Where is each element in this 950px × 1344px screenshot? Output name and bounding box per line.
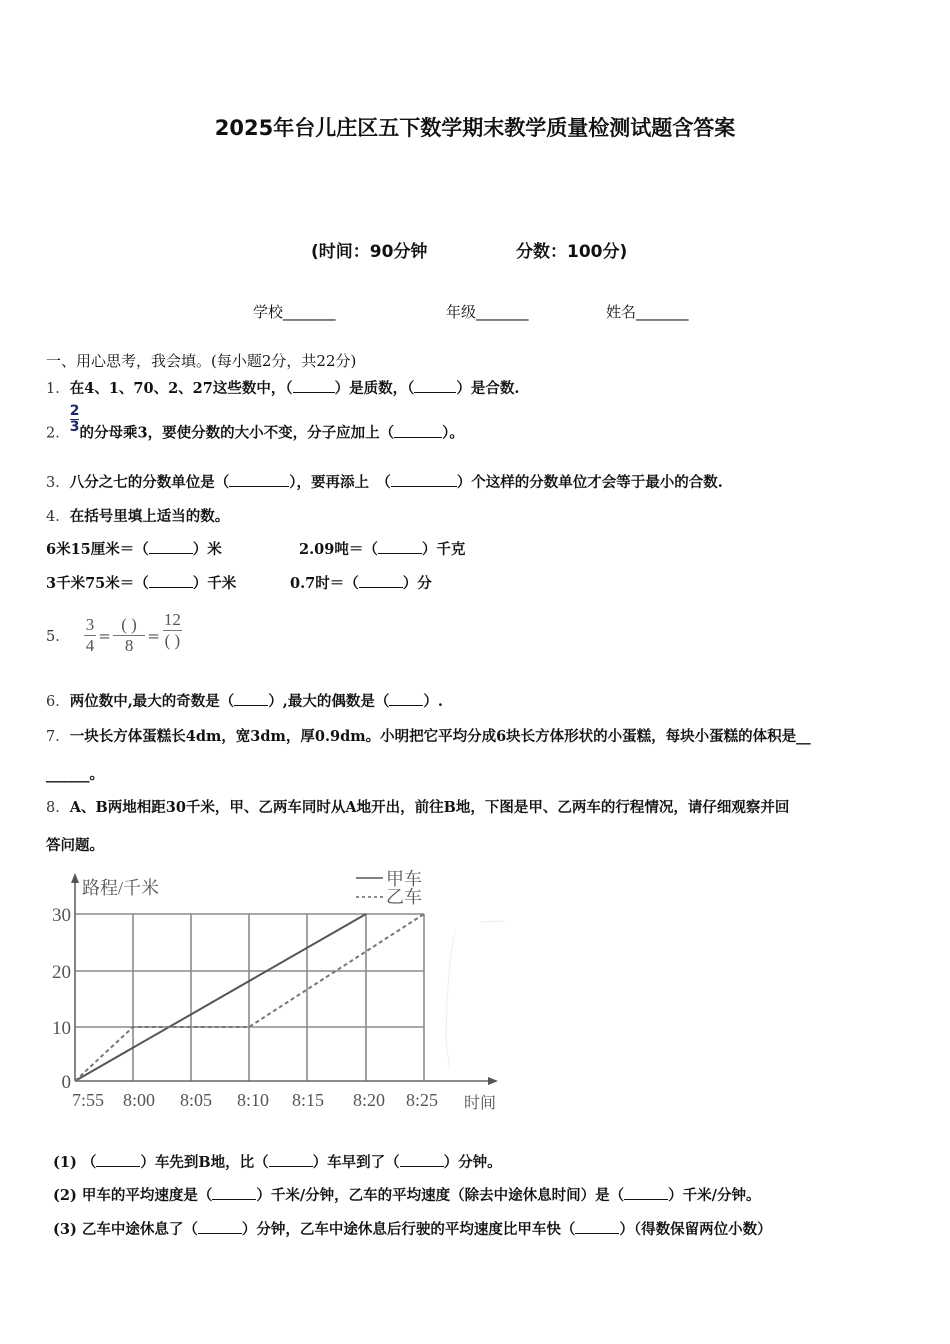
question-text: ）千米 (192, 575, 237, 592)
question-number: 6． (46, 694, 70, 710)
question-text: 两位数中,最大的奇数是（ (69, 693, 235, 710)
answer-blank[interactable]: ______。 (46, 766, 104, 783)
question-text: A、B两地相距30千米，甲、乙两车同时从A地开出，前往B地，下图是甲、乙两车的行程情况，请仔细观察并回 (69, 799, 790, 816)
question-text: ）千克 (421, 541, 466, 558)
question-text: 3千米75米＝（ (46, 575, 149, 592)
question-text: ）是质数，（ (334, 380, 415, 397)
question-text: ）分 (402, 575, 432, 592)
question-number: 1． (46, 381, 70, 397)
question-text: 在括号里填上适当的数。 (69, 508, 230, 525)
question-text: (3) 乙车中途休息了（ (53, 1221, 198, 1238)
equals-sign: = (147, 626, 160, 645)
y-tick: 0 (61, 1072, 71, 1093)
x-tick: 8:00 (122, 1090, 156, 1110)
question-8-continuation: 答问题。 (46, 837, 104, 854)
x-tick: 8:25 (405, 1090, 439, 1110)
answer-blank[interactable] (198, 1220, 242, 1234)
question-text: ）车先到B地，比（ (140, 1154, 269, 1171)
chart-legend (356, 869, 422, 907)
answer-blank[interactable] (212, 1186, 256, 1200)
question-8-part-3 (53, 1218, 772, 1239)
x-axis-label: 时间 (464, 1095, 497, 1112)
section-heading: 一、用心思考，我会填。(每小题2分，共22分) (46, 352, 357, 370)
series-car-jia-line (75, 914, 366, 1081)
fraction-denominator: 3 (69, 419, 80, 435)
y-axis-label: 路程/千米 (82, 878, 160, 898)
fraction-denominator[interactable]: ( ) (164, 631, 181, 650)
question-text: ）个这样的分数单位才会等于最小的合数. (456, 474, 723, 491)
question-text: (2) 甲车的平均速度是（ (53, 1187, 213, 1204)
question-8-part-1 (53, 1151, 502, 1172)
question-text: ）分钟。 (443, 1154, 502, 1171)
y-tick: 30 (52, 905, 71, 926)
x-tick: 8:20 (352, 1090, 386, 1110)
y-tick: 10 (52, 1018, 71, 1039)
question-text: ）（得数保留两位小数） (619, 1221, 772, 1238)
question-text: ），要再添上 （ (289, 474, 391, 491)
question-number: 8． (46, 800, 70, 816)
question-number: 5． (46, 629, 70, 645)
name-label: 姓名 (606, 303, 637, 321)
question-number: 3． (46, 475, 70, 491)
question-number: 4． (46, 509, 70, 525)
grade-blank: _______ (476, 303, 529, 321)
total-score: 分数：100分) (516, 242, 628, 262)
question-text: 0.7时＝（ (290, 575, 359, 592)
question-number: 7． (46, 729, 70, 745)
x-tick: 8:15 (291, 1090, 325, 1110)
question-8-part-2 (53, 1184, 760, 1205)
fraction-numerator[interactable]: ( ) (121, 615, 137, 634)
question-text: 的分母乘3，要使分数的大小不变，分子应加上（ (79, 424, 395, 442)
question-text: ）车早到了（ (312, 1154, 400, 1171)
y-tick: 20 (52, 962, 71, 983)
x-tick-labels (72, 1090, 438, 1110)
fraction-denominator: 4 (85, 636, 95, 655)
legend-label: 乙车 (386, 887, 422, 907)
question-text: 在4、1、70、2、27这些数中，（ (69, 380, 293, 397)
question-text: 八分之七的分数单位是（ (69, 474, 230, 491)
question-text: 2.09吨＝（ (299, 541, 378, 558)
x-axis-arrow-icon (488, 1077, 498, 1085)
name-blank: _______ (636, 303, 689, 321)
school-label: 学校 (253, 303, 284, 321)
answer-blank[interactable] (269, 1153, 313, 1167)
chart-axes (75, 878, 493, 1081)
fraction-denominator: 8 (113, 635, 146, 656)
question-text: ）,最大的偶数是（ (268, 693, 390, 710)
question-text: 一块长方体蛋糕长4dm，宽3dm，厚0.9dm。小明把它平均分成6块长方体形状的小蛋糕，每块小蛋糕的体积是__ (69, 728, 811, 745)
question-text: 6米15厘米＝（ (46, 541, 149, 558)
fraction-numerator: 2 (69, 403, 80, 419)
question-text: ）千米/分钟。 (668, 1187, 761, 1204)
question-text: ）米 (192, 541, 222, 558)
fraction-numerator: 12 (163, 610, 181, 629)
question-number: 2． (46, 425, 70, 442)
grade-label: 年级 (446, 303, 477, 321)
question-text: ）是合数. (456, 380, 520, 397)
page-title: 2025年台儿庄区五下数学期末教学质量检测试题含答案 (214, 116, 736, 140)
question-text: ）. (423, 693, 443, 710)
question-text: ）分钟，乙车中途休息后行驶的平均速度比甲车快（ (241, 1221, 576, 1238)
school-blank: _______ (283, 303, 336, 321)
x-tick: 7:55 (71, 1090, 105, 1110)
answer-blank[interactable] (575, 1220, 619, 1234)
question-text: ）千米/分钟，乙车的平均速度（除去中途休息时间）是（ (256, 1187, 625, 1204)
y-axis-arrow-icon (71, 873, 79, 883)
answer-blank[interactable] (96, 1153, 140, 1167)
answer-blank[interactable] (400, 1153, 444, 1167)
fraction-numerator: 3 (85, 615, 95, 634)
legend-label: 甲车 (386, 869, 422, 889)
x-tick: 8:10 (236, 1090, 270, 1110)
question-text: ）。 (442, 424, 464, 442)
answer-blank[interactable] (624, 1186, 668, 1200)
y-tick-labels (52, 905, 71, 1093)
chart-grid (75, 914, 424, 1081)
scan-artifact (446, 921, 505, 1070)
question-text: (1) （ (53, 1154, 97, 1171)
x-tick: 8:05 (179, 1090, 213, 1110)
equals-sign: = (98, 626, 111, 645)
time-limit: (时间：90分钟 (311, 242, 428, 262)
